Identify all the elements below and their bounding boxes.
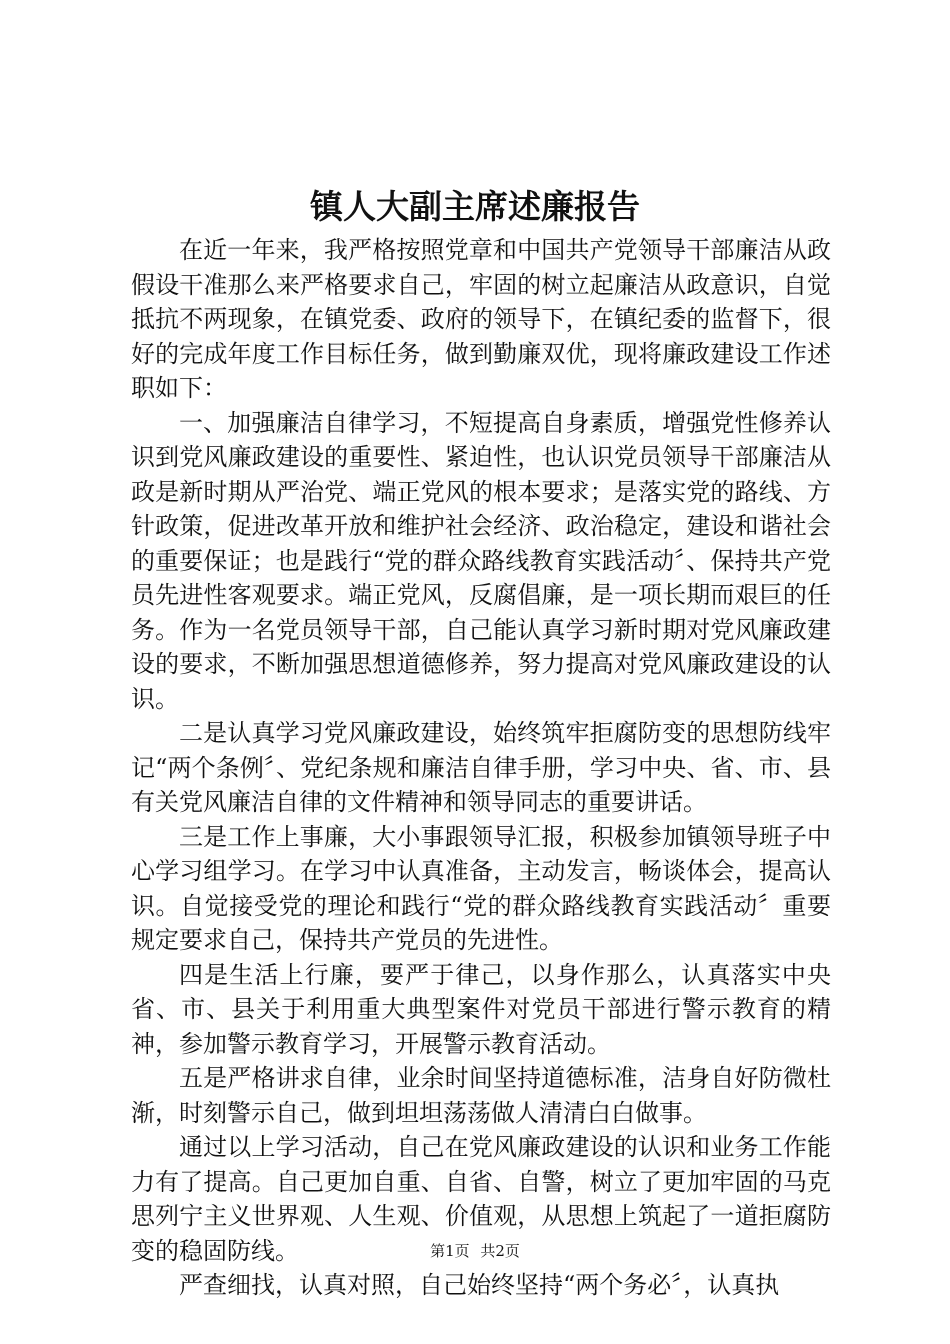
page-title: 镇人大副主席述廉报告: [310, 187, 640, 226]
document-body: [131, 233, 831, 1303]
paragraph-point-4: 四是生活上行廉，要严于律己，以身作那么，认真落实中央省、市、县关于利用重大典型案件对党员干部进行警示教育的精神，参加警示教育学习，开展警示教育活动。: [131, 960, 831, 1058]
paragraph-continued: 严查细找，认真对照，自己始终坚持“两个务必〞，认真执: [179, 1271, 780, 1299]
paragraph-point-3: 三是工作上事廉，大小事跟领导汇报，积极参加镇领导班子中心学习组学习。在学习中认真准备，主动发言，畅谈体会，提高认识。自觉接受党的理论和践行“党的群众路线教育实践活动〞重要规定要求自己，保持共产党员的先进性。: [131, 822, 831, 954]
paragraph-intro: 在近一年来，我严格按照党章和中国共产党领导干部廉洁从政假设干准那么来严格要求自己，牢固的树立起廉洁从政意识，自觉抵抗不两现象，在镇党委、政府的领导下，在镇纪委的监督下，很好的完成年度工作目标任务，做到勤廉双优，现将廉政建设工作述职如下：: [131, 236, 831, 402]
paragraph-point-1: 一、加强廉洁自律学习，不短提高自身素质，增强党性修养认识到党风廉政建设的重要性、紧迫性，也认识党员领导干部廉洁从政是新时期从严治党、端正党风的根本要求；是落实党的路线、方针政策，促进改革开放和维护社会经济、政治稳定，建设和谐社会的重要保证；也是践行“党的群众路线教育实践活动〞、保持共产党员先进性客观要求。端正党风，反腐倡廉，是一项长期而艰巨的任务。作为一名党员领导干部，自己能认真学习新时期对党风廉政建设的要求，不断加强思想道德修养，努力提高对党风廉政建设的认识。: [131, 408, 831, 713]
page-number-current: 第1页: [430, 1242, 470, 1260]
page-number-total: 共2页: [480, 1242, 520, 1260]
paragraph-summary: 通过以上学习活动，自己在党风廉政建设的认识和业务工作能力有了提高。自己更加自重、自省、自警，树立了更加牢固的马克思列宁主义世界观、人生观、价值观，从思想上筑起了一道拒腐防变的稳固防线。: [131, 1133, 831, 1265]
paragraph-point-2: 二是认真学习党风廉政建设，始终筑牢拒腐防变的思想防线牢记“两个条例〞、党纪条规和廉洁自律手册，学习中央、省、市、县有关党风廉洁自律的文件精神和领导同志的重要讲话。: [131, 719, 831, 816]
paragraph-point-5: 五是严格讲求自律，业余时间坚持道德标准，洁身自好防微杜渐，时刻警示自己，做到坦坦荡荡做人清清白白做事。: [131, 1064, 831, 1127]
page-footer: [0, 1241, 950, 1261]
